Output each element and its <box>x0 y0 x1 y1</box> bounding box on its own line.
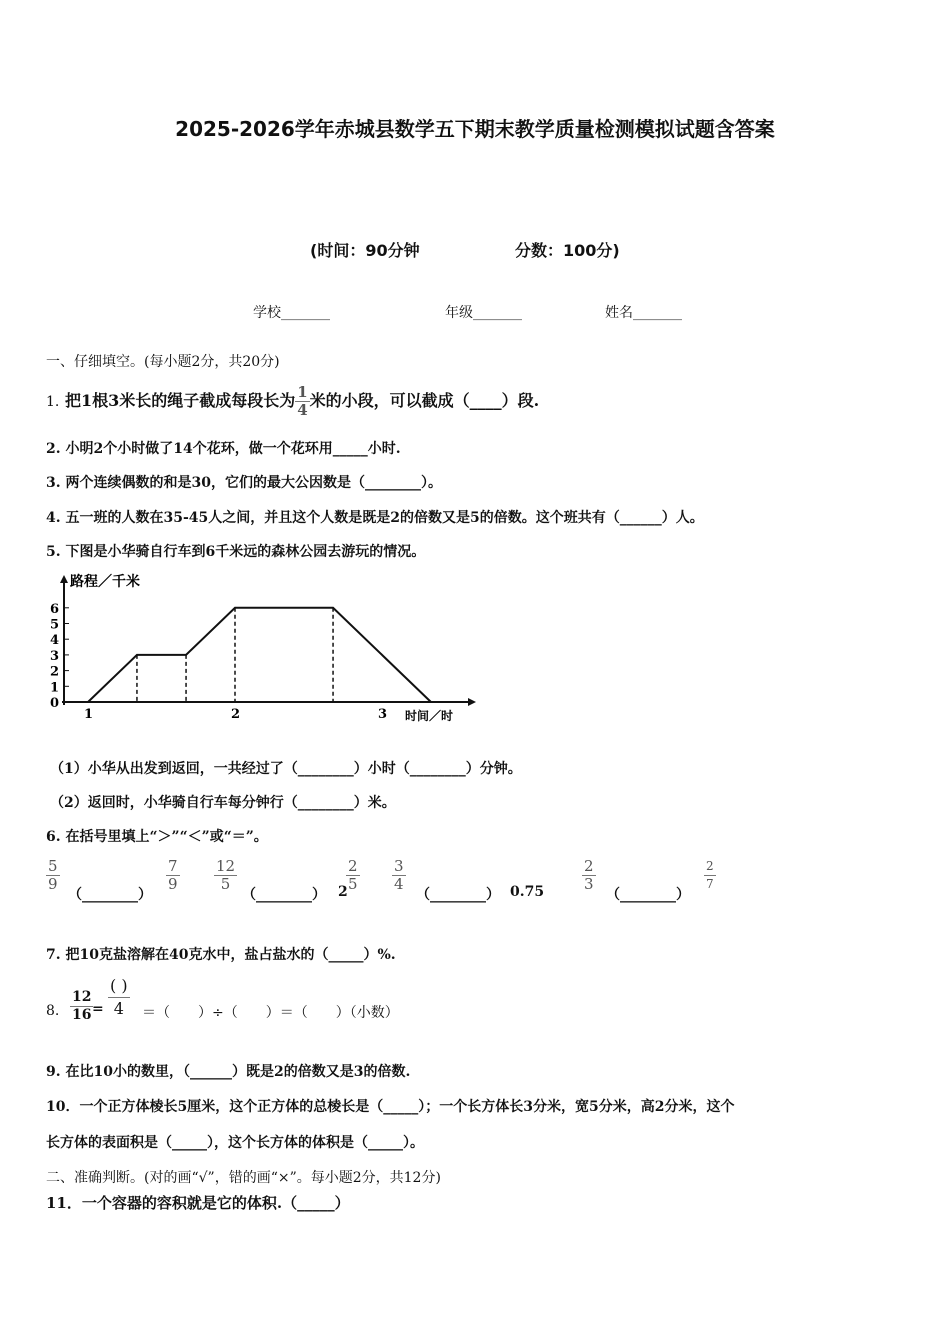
y-tick-label: 1 <box>50 680 60 696</box>
q6-comparisons: $\frac{5}{9}$ （________） $\frac{7}{9}$ $\frac{12}{5}$ （________） 2 $\frac{2}{5}$ $\frac{3}{4}$ （________） 0.75 $\frac{2}{3}$ （________） $\frac{2}{7}$ <box>48 857 714 903</box>
y-tick-label: 3 <box>50 648 60 664</box>
question-5: 5. 下图是小华骑自行车到6千米远的森林公园去游玩的情况。 <box>46 544 426 560</box>
q1-number: 1. <box>46 394 60 410</box>
mixed-whole: 2 <box>338 884 348 900</box>
question-10-line-2: 长方体的表面积是（_____），这个长方体的体积是（_____）。 <box>46 1135 424 1151</box>
x-axis-label: 时间／时 <box>405 709 454 723</box>
distance-line <box>88 608 431 702</box>
exam-score: 分数：100分) <box>515 241 620 260</box>
x-tick-label: 1 <box>84 707 94 722</box>
distance-time-graph <box>40 565 480 725</box>
q1-text-end: 米的小段，可以截成（____）段. <box>309 391 540 410</box>
question-3: 3. 两个连续偶数的和是30，它们的最大公因数是（________）。 <box>46 475 442 491</box>
decimal-value: 0.75 <box>510 884 545 900</box>
question-7: 7. 把10克盐溶解在40克水中，盐占盐水的（_____）%. <box>46 947 396 963</box>
y-tick-label: 5 <box>50 617 60 633</box>
y-axis-label: 路程／千米 <box>70 574 140 590</box>
x-axis-arrow <box>468 698 476 706</box>
q6-blank-3[interactable]: （________） <box>416 887 500 903</box>
q1-fraction <box>295 384 309 419</box>
y-tick-label: 2 <box>50 664 60 680</box>
q6-blank-4[interactable]: （________） <box>606 887 690 903</box>
question-4: 4. 五一班的人数在35-45人之间，并且这个人数是既是2的倍数又是5的倍数。这个班共有（______）人。 <box>46 510 704 526</box>
y-tick-label: 4 <box>50 633 60 649</box>
equals: = <box>92 1001 104 1017</box>
x-tick-label: 2 <box>231 707 241 722</box>
y-tick-label: 6 <box>50 601 60 617</box>
school-field[interactable]: 学校_______ <box>253 305 330 321</box>
question-5-part-1: （1）小华从出发到返回，一共经过了（________）小时（________）分钟。 <box>50 761 522 777</box>
question-2: 2. 小明2个小时做了14个花环，做一个花环用_____小时. <box>46 441 401 457</box>
section-heading-2: 二、准确判断。(对的画“√”，错的画“×”。每小题2分，共12分) <box>46 1170 441 1186</box>
question-6: 6. 在括号里填上“＞”“＜”或“＝”。 <box>46 829 268 845</box>
name-field[interactable]: 姓名_______ <box>605 305 682 321</box>
y-tick-label: 0 <box>50 696 60 711</box>
question-8: 8. $\frac{12}{16}$ = ( ) 4 ＝（ ）÷（ ）＝（ ）（小数） <box>46 976 399 1023</box>
x-tick-label: 3 <box>378 707 388 722</box>
denominator: 4 <box>297 401 308 419</box>
question-11: 11．一个容器的容积就是它的体积.（_____） <box>46 1194 350 1212</box>
numerator: 1 <box>297 383 308 401</box>
y-axis-arrow <box>60 575 68 583</box>
question-5-part-2: （2）返回时，小华骑自行车每分钟行（________）米。 <box>50 795 396 811</box>
page-title: 2025-2026学年赤城县数学五下期末教学质量检测模拟试题含答案 <box>175 117 775 141</box>
grade-field[interactable]: 年级_______ <box>445 305 522 321</box>
section-heading-1: 一、仔细填空。(每小题2分，共20分) <box>46 354 280 370</box>
exam-time: (时间：90分钟 <box>310 241 420 260</box>
q1-text: 把1根3米长的绳子截成每段长为 <box>64 391 296 410</box>
question-1 <box>46 384 539 419</box>
q8-number: 8. <box>46 1003 60 1019</box>
question-10-line-1: 10．一个正方体棱长5厘米，这个正方体的总棱长是（_____）；一个长方体长3分米，宽5分米，高2分米，这个 <box>46 1099 735 1115</box>
q8-rest: ＝（ ）÷（ ）＝（ ）（小数） <box>142 1005 399 1021</box>
q6-blank-2[interactable]: （________） <box>242 887 326 903</box>
question-9: 9. 在比10小的数里，（______）既是2的倍数又是3的倍数. <box>46 1064 411 1080</box>
q6-blank-1[interactable]: （________） <box>68 887 152 903</box>
